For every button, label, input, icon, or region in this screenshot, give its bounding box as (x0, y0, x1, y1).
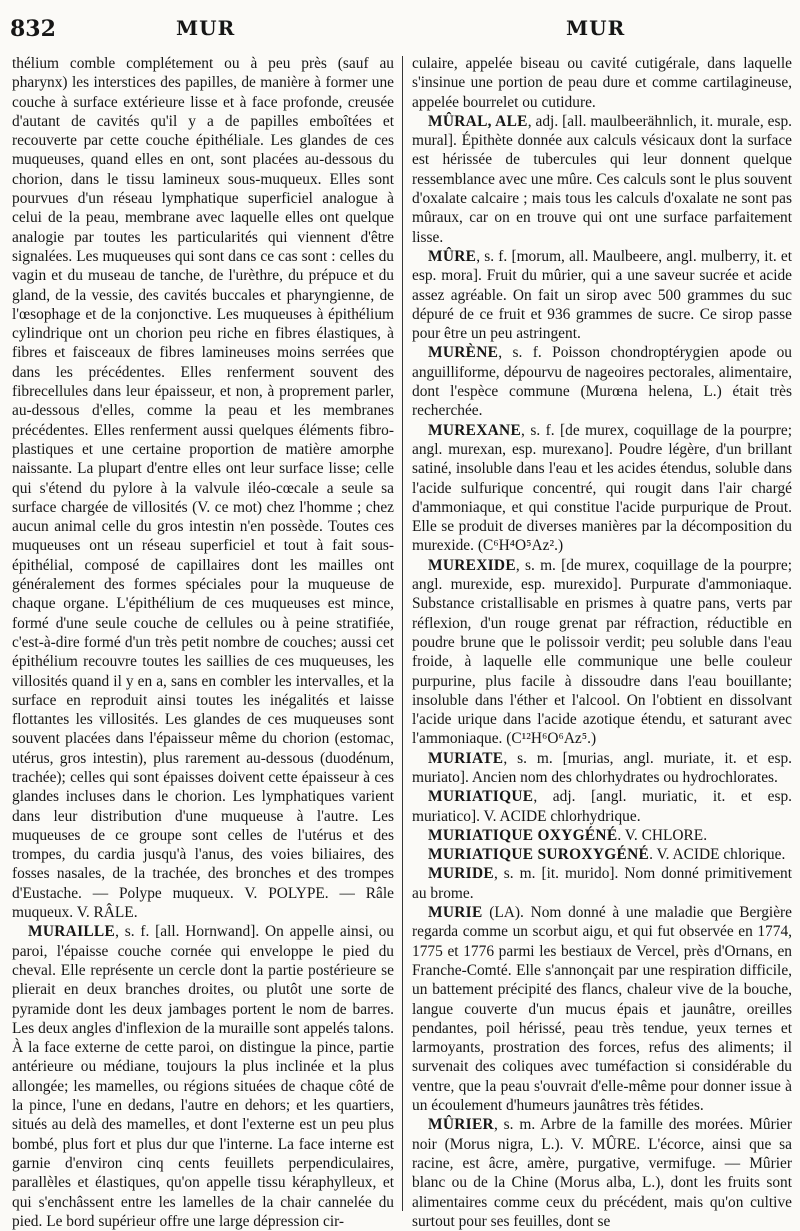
entry-headword: MUREXANE (428, 421, 522, 439)
entry-headword: MÛRAL, ALE (428, 112, 528, 130)
entry (412, 112, 792, 247)
entry-headword: MUREXIDE (428, 556, 516, 574)
entry-text: . V. ACIDE chlorique. (649, 846, 786, 864)
entry-headword: MURIATIQUE OXYGÉNÉ (428, 826, 618, 844)
entry (412, 556, 792, 749)
entry-headword: MÛRE (428, 247, 477, 265)
left-column (12, 54, 394, 1230)
page-number: 832 (10, 16, 56, 42)
running-head-left: MUR (176, 16, 236, 40)
entry-text: , s. m. [murias, angl. muriate, it. et esp. muriato]. Ancien nom des chlorhydrates ou hydrochlorates. (412, 749, 792, 786)
entry-text: , s. m. Arbre de la famille des morées. Mûrier noir (Morus nigra, L.). V. MÛRE. L'écorce, ainsi que sa racine, est âcre, amère, purgative, vermifuge. — Mûrier blanc ou de la Chine (Morus alba, L.), dont les fruits sont alimentaires comme ceux du précédent, mais qu'on cultive surtout pour ses feuilles, dont se (412, 1116, 792, 1230)
entry-text: thélium comble complétement ou à peu près (sauf au pharynx) les interstices des papilles, de manière à former une couche à surface extérieure lisse et à face profonde, creusée d'autant de cavités qu'il y a de papilles emboîtées et recouverte par cette couche épithéliale. Les glandes de ces muqueuses, quand elles en ont, sont placées au-dessous du chorion, dans le tissu lamineux sous-muqueux. Elles sont pourvues d'un réseau lymphatique superficiel analogue à celui de la peau, membrane avec laquelle elles ont quelque analogie par toutes les particularités qui viennent d'être signalées. Les muqueuses qui sont dans ce cas sont : celles du vagin et du museau de tanche, de l'urèthre, du prépuce et du gland, de la vessie, des cavités buccales et pharyngienne, de l'œsophage et de la conjonctive. Les muqueuses à épithélium cylindrique ont un chorion peu riche en fibres élastiques, à fibres et faisceaux de fibres lamineuses moins serrées que dans les précédentes. Elles renferment souvent des fibrecellules dans leur épaisseur, et non, à proprement parler, au-dessous d'elles, comme la peau et les membranes précédentes. Elles renferment aussi quelques éléments fibro-plastiques et une certaine proportion de matière amorphe naissante. La plupart d'entre elles ont leur surface lisse; celle qui s'étend du pylore à la valvule iléo-cœcale a seule sa surface chargée de villosités (V. ce mot) chez l'homme ; chez aucun animal celle du gros intestin n'en possède. Toutes ces muqueuses ont un réseau superficiel et tout à fait sous-épithélial, composé de capillaires dont les mailles ont généralement des formes spéciales pour la muqueuse de chaque organe. L'épithélium de ces muqueuses est mince, formé d'une seule couche de cellules ou à peine stratifiée, c'est-à-dire formé d'un très petit nombre de couches; aussi cet épithélium recouvre toutes les saillies de ces muqueuses, les villosités quand il y en a, sans en combler les intervalles, et la surface en reproduit ainsi toutes les inégalités et laisse flottantes les villosités. Les glandes de ces muqueuses sont souvent placées dans l'épaisseur même du chorion (estomac, utérus, gros intestin), plus rarement au-dessous (duodénum, trachée); celles qui sont épaisses doivent cette épaisseur à ces glandes incluses dans le chorion. Les lymphatiques varient dans leur distribution d'une muqueuse à l'autre. Les muqueuses de ce groupe sont celles de l'utérus et des trompes, du cardia jusqu'à l'anus, des voies biliaires, des fosses nasales, de la trachée, des bronches et des trompes d'Eustache. — Polype muqueux. V. POLYPE. — Râle muqueux. V. RÂLE. (12, 55, 394, 922)
entry-text: culaire, appelée biseau ou cavité cutigérale, dans laquelle s'insinue une portion de peau dure et comme cartilagineuse, appelée bourrelet ou cutidure. (412, 55, 792, 111)
entry-headword: MURIE (428, 904, 483, 922)
entry (12, 54, 394, 922)
entry-text: . V. CHLORE. (617, 826, 708, 844)
entry-headword: MURIATE (428, 749, 504, 767)
entry-headword: MURIATIQUE SUROXYGÉNÉ (428, 846, 650, 864)
entry-text: , adj. [all. maulbeerähnlich, it. murale, esp. mural]. Épithète donnée aux calculs vésicaux dont la surface est hérissée de tubercules qui leur donnent quelque ressemblance avec une mûre. Ces calculs sont le plus souvent d'oxalate calcaire ; mais tous les calculs d'oxalate ne sont pas mûraux, car on en trouve qui ont une surface parfaitement lisse. (412, 112, 792, 246)
entry (412, 54, 792, 112)
entry-text: , s. f. [morum, all. Maulbeere, angl. mulberry, it. et esp. mora]. Fruit du mûrier, qui a une saveur sucrée et acide assez agréable. On fait un sirop avec 500 grammes du suc dépuré de ce fruit et 936 grammes de sucre. Ce sirop passe pour être un peu astringent. (412, 247, 792, 343)
entry (412, 903, 792, 1115)
entry (412, 343, 792, 420)
entry (412, 247, 792, 343)
entry-headword: MURÈNE (428, 344, 499, 362)
entry-text: , s. f. [de murex, coquillage de la pourpre; angl. murexan, esp. murexano]. Poudre légère, d'un brillant satiné, insoluble dans l'eau et les acides étendus, soluble dans l'acide sulfurique concentré, qui rougit dans l'air chargé d'ammoniaque, et qui constitue l'acide purpurique de Prout. Elle se produit de diverses manières par la décomposition du murexide. (C⁶H⁴O⁵Az².) (412, 421, 792, 555)
right-column (412, 54, 792, 1230)
column-divider (402, 56, 403, 1211)
entry-text: , s. f. Poisson chondroptérygien apode ou anguilliforme, dépourvu de nageoires pectorales, alimentaire, dont l'espèce commune (Murœna helena, L.) était très recherchée. (412, 344, 792, 420)
entry-text: , adj. [angl. muriatic, it. et esp. muriatico]. V. ACIDE chlorhydrique. (412, 788, 792, 825)
page-header (0, 6, 800, 46)
entry-text: , s. f. [all. Hornwand]. On appelle ainsi, ou paroi, l'épaisse couche cornée qui enveloppe le pied du cheval. Elle représente un cercle dont la partie postérieure se plierait en deux branches droites, ou plutôt une sorte de pyramide dont les deux jambages portent le nom de barres. Les deux angles d'inflexion de la muraille sont appelés talons. À la face externe de cette paroi, on distingue la pince, partie antérieure ou médiane, toujours la plus inclinée et la plus allongée; les mamelles, ou régions situées de chaque côté de la pince, l'une en dedans, l'autre en dehors; et les quartiers, situés au delà des mamelles, et dont l'externe est un peu plus bombé, plus fort et plus dur que l'interne. La face interne est garnie d'environ cinq cents feuillets perpendiculaires, parallèles et élastiques, qu'on appelle tissu kéraphylleux, et qui s'enchâssent entre les lamelles de la chair cannelée du pied. Le bord supérieur offre une large dépression cir- (12, 923, 394, 1230)
entry-headword: MURIDE (428, 865, 494, 883)
entry-headword: MÛRIER (428, 1116, 494, 1134)
entry (412, 787, 792, 826)
entry (412, 1115, 792, 1231)
entry (412, 826, 792, 845)
running-head-right: MUR (566, 16, 626, 40)
entry-text: , s. m. [it. murido]. Nom donné primitivement au brome. (412, 865, 792, 902)
entry (412, 864, 792, 903)
entry (412, 845, 792, 864)
entry (412, 421, 792, 556)
entry-text: (LA). Nom donné à une maladie que Bergière regarda comme un scorbut aigu, et qui fut observée en 1774, 1775 et 1776 parmi les bestiaux de Vercel, près d'Ornans, en Franche-Comté. Elle s'annonçait par une respiration difficile, un battement précipité des flancs, chaleur vive de la bouche, langue couverte d'un mucus épais et jaunâtre, oreilles pendantes, poil hérissé, peau très tendue, yeux ternes et larmoyants, prostration des forces, refus des aliments; il survenait des coliques avec tuméfaction si considérable du ventre, que la peau s'ouvrait d'elle-même pour donner issue à un écoulement d'humeurs jaunâtres très fétides. (412, 904, 792, 1115)
entry-text: , s. m. [de murex, coquillage de la pourpre; angl. murexide, esp. murexido]. Purpurate d'ammoniaque. Substance cristallisable en prismes à quatre pans, verts par réflexion, d'un rouge grenat par réfraction, réductible en poudre brune que le polissoir verdit; peu soluble dans l'eau froide, à laquelle elle communique une belle couleur purpurine, plus facile à dissoudre dans l'eau bouillante; insoluble dans l'éther et l'alcool. On l'obtient en dissolvant l'acide urique dans l'acide azotique étendu, et saturant avec l'ammoniaque. (C¹²H⁶O⁶Az⁵.) (412, 556, 792, 748)
entry (12, 922, 394, 1231)
entry (412, 749, 792, 788)
entry-headword: MURIATIQUE (428, 788, 534, 806)
entry-headword: MURAILLE (28, 923, 116, 941)
